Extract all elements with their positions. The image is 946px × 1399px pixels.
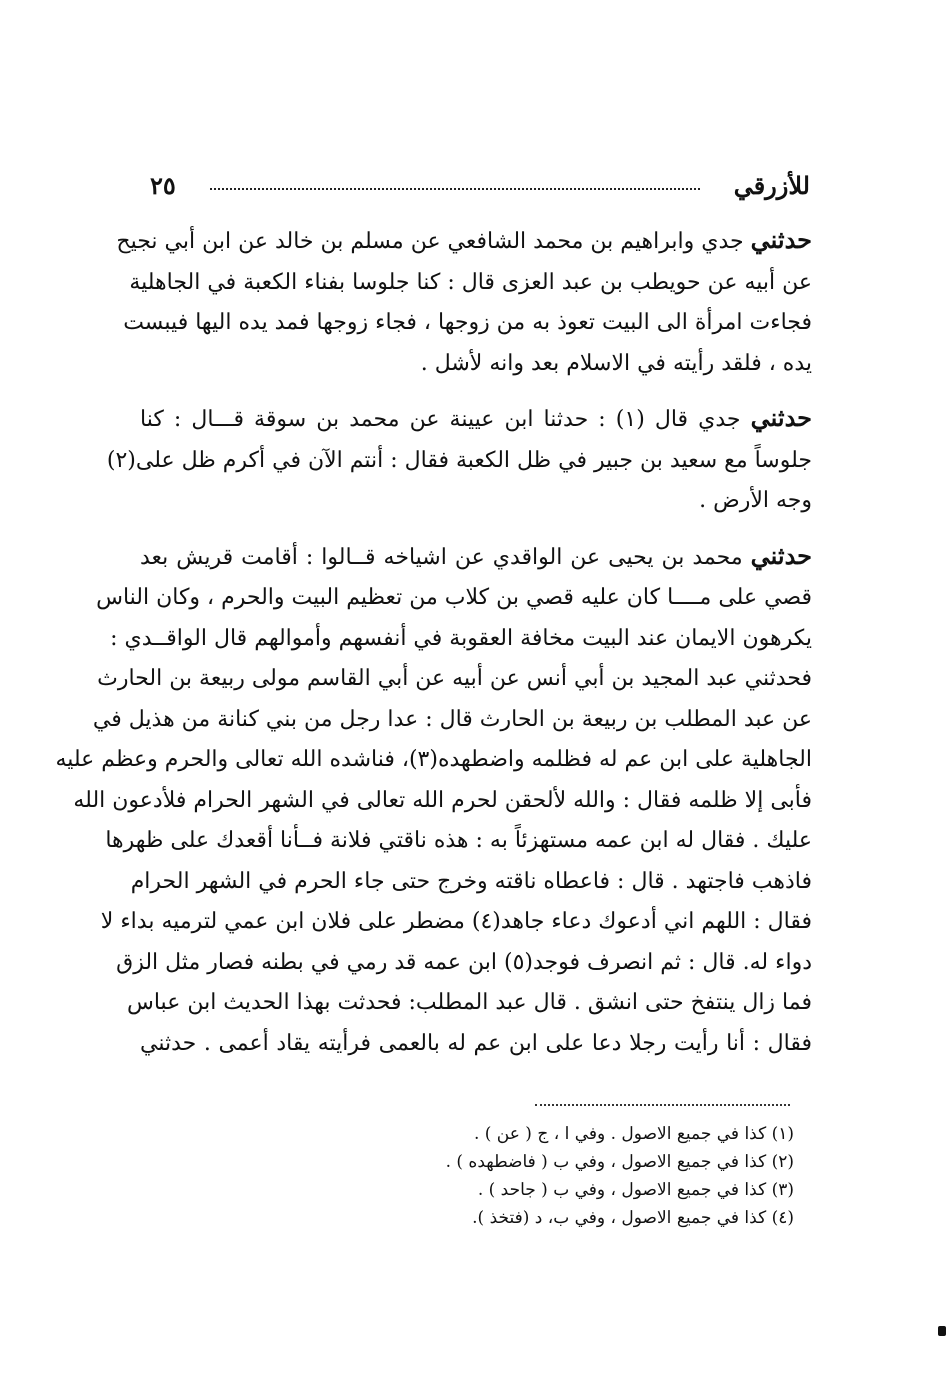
footnote: (١) كذا في جميع الاصول . وفي ا ، ج ( عن ) .: [473, 1124, 794, 1144]
paragraph-2: [106, 398, 813, 522]
scan-edge-mark: [938, 1326, 946, 1336]
footnote: (٢) كذا في جميع الاصول ، وفي ب ( فاضطهده ) .: [445, 1152, 794, 1172]
page-header: [150, 168, 810, 204]
text-line: حدثني جدي قال (١) : حدثنا ابن عيينة عن محمد بن سوقة قـــال : كنا: [140, 403, 813, 432]
text-line: فاذهب فاجتهد . قال : فاعطاه ناقته وخرج حتى جاء الحرم في الشهر الحرام: [130, 868, 812, 894]
footnote: (٤) كذا في جميع الاصول ، وفي ب، د (فتخذ ).: [472, 1208, 794, 1228]
text-line: فقال : اللهم اني أدعوك دعاء جاهد(٤) مضطر على فلان ابن عمي لترميه بداء لا: [100, 909, 812, 934]
paragraph-1: [116, 220, 812, 384]
text-line: يكرهون الايمان عند البيت مخافة العقوبة في أنفسهم وأموالهم قال الواقــدي :: [110, 625, 812, 651]
text-line: عن عبد المطلب بن ربيعة بن الحارث قال : عدا رجل من بني كنانة من هذيل في: [92, 706, 812, 732]
text-line: فقال : أنا رأيت رجلا دعا على ابن عم له بالعمى فرأيته يقاد أعمى . حدثني: [140, 1030, 812, 1056]
text-line: فما زال ينتفخ حتى انشق . قال عبد المطلب: فحدثت بهذا الحديث ابن عباس: [127, 990, 812, 1015]
text-line: وجه الأرض .: [699, 488, 812, 513]
paragraph-lead: حدثني: [750, 540, 812, 570]
text-line: عن أبيه عن حويطب بن عبد العزى قال : كنا جلوسا بفناء الكعبة في الجاهلية: [129, 269, 812, 295]
text-line: دواء له. قال : ثم انصرف فوجد(٥) ابن عمه قد رمي في بطنه فصار مثل الزق: [116, 949, 812, 975]
text-line: فجاءت امرأة الى البيت تعوذ به من زوجها ، فجاء زوجها فمد يده اليها فيبست: [123, 310, 812, 335]
running-title: للأزرقي: [733, 171, 810, 200]
paragraph-lead: حدثني: [750, 403, 813, 432]
footnote: (٣) كذا في جميع الاصول ، وفي ب ( جاحد ) .: [477, 1180, 794, 1200]
text-line: حدثني محمد بن يحيى عن الواقدي عن اشياخه قــالوا : أقامت قريش بعد: [140, 540, 812, 570]
text-line: قصي على مــــا كان عليه قصي بن كلاب من تعظيم البيت والحرم ، وكان الناس: [96, 585, 812, 610]
text-line: عليك . فقال له ابن عمه مستهزئاً به : هذه ناقتي فلانة فــأنا أقعدك على ظهرها: [105, 828, 812, 853]
main-text: [55, 220, 813, 1078]
text-line: فأبى إلا ظلمه فقال : والله لألحقن لحرم الله تعالى في الشهر الحرام فلأدعون الله: [73, 787, 812, 813]
text-line: فحدثني عبد المجيد بن أبي أنس عن أبيه عن أبي القاسم مولى ربيعة بن الحارث: [97, 666, 812, 691]
paragraph-lead: حدثني: [750, 225, 812, 254]
footnote-separator: [535, 1104, 790, 1106]
text-line: الجاهلية على ابن عم له فظلمه واضطهده(٣)، فناشده الله تعالى والحرم وعظم عليه: [55, 747, 812, 772]
page-number: ٢٥: [150, 171, 176, 200]
text-line: حدثني جدي وابراهيم بن محمد الشافعي عن مسلم بن خالد عن ابن أبي نجيح: [116, 225, 812, 254]
header-dotted-rule: [210, 188, 700, 190]
footnotes: [294, 1120, 794, 1232]
text-line: جلوساً مع سعيد بن جبير في ظل الكعبة فقال : أنتم الآن في أكرم ظل على(٢): [106, 447, 812, 473]
paragraph-3: [55, 536, 812, 1065]
text-line: يده ، فلقد رأيته في الاسلام بعد وانه لأشل .: [420, 350, 812, 376]
